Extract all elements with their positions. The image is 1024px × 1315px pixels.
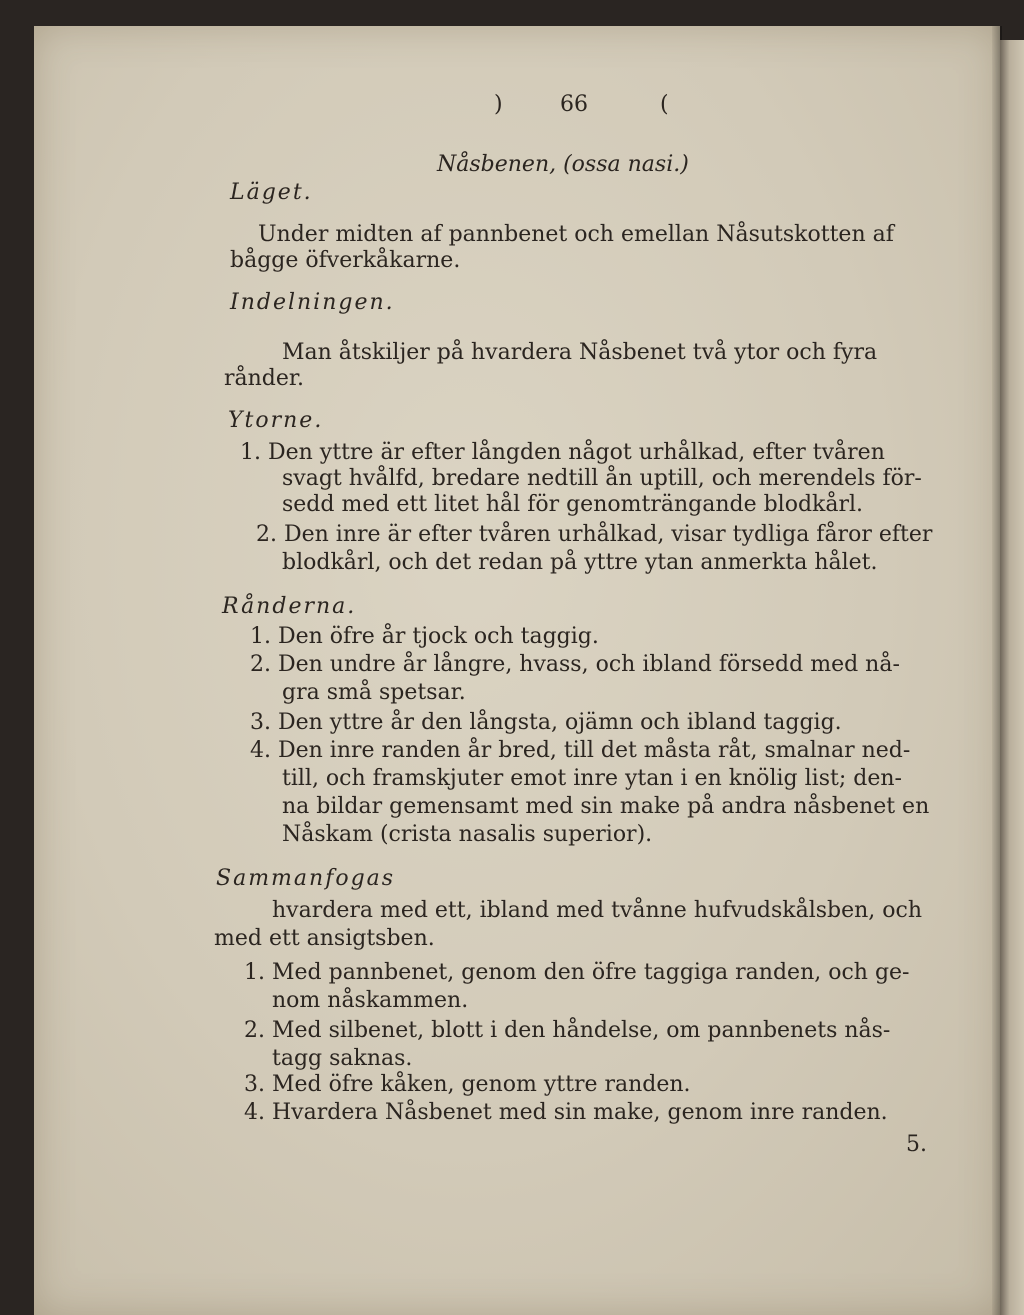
heading-sammanfogas: Sammanfogas (216, 866, 396, 891)
ytorne-line: 2. Den inre är efter tvåren urhålkad, visar tydliga fåror efter (256, 522, 933, 547)
catchword: 5. (906, 1132, 927, 1157)
randerna-line: 4. Den inre randen år bred, till det måsta råt, smalnar ned- (250, 738, 911, 763)
heading-laget: Läget. (230, 180, 313, 205)
heading-randerna: Rånderna. (222, 594, 357, 619)
randerna-line: na bildar gemensamt med sin make på andra nåsbenet en (282, 794, 930, 819)
ytorne-line: blodkårl, och det redan på yttre ytan anmerkta hålet. (282, 550, 878, 575)
sammanfogas-line: hvardera med ett, ibland med tvånne hufvudskålsben, och (272, 898, 923, 923)
heading-ytorne: Ytorne. (228, 408, 324, 433)
indelningen-line: Man åtskiljer på hvardera Nåsbenet två ytor och fyra (282, 340, 878, 365)
randerna-line: gra små spetsar. (282, 680, 466, 705)
sammanfogas-line: 1. Med pannbenet, genom den öfre taggiga randen, och ge- (244, 960, 910, 985)
ytorne-line: sedd med ett litet hål för genomträngande blodkårl. (282, 492, 864, 517)
laget-line: bågge öfverkåkarne. (230, 248, 461, 273)
randerna-line: 1. Den öfre år tjock och taggig. (250, 624, 599, 649)
randerna-line: 2. Den undre år långre, hvass, och ibland försedd med nå- (250, 652, 900, 677)
sammanfogas-line: nom nåskammen. (272, 988, 469, 1013)
sammanfogas-line: med ett ansigtsben. (214, 926, 435, 951)
header-left-bracket: ) (494, 92, 503, 117)
randerna-line: Nåskam (crista nasalis superior). (282, 822, 653, 847)
laget-line: Under midten af pannbenet och emellan Nåsutskotten af (258, 222, 894, 247)
sammanfogas-line: 3. Med öfre kåken, genom yttre randen. (244, 1072, 691, 1097)
sammanfogas-line: 4. Hvardera Nåsbenet med sin make, genom inre randen. (244, 1100, 888, 1125)
ytorne-line: 1. Den yttre är efter långden något urhålkad, efter tvåren (240, 440, 885, 465)
heading-indelningen: Indelningen. (230, 290, 395, 315)
chapter-title: Nåsbenen, (ossa nasi.) (437, 152, 689, 177)
sammanfogas-line: tagg saknas. (272, 1046, 413, 1071)
facing-page-edge (1000, 40, 1024, 1315)
ytorne-line: svagt hvålfd, bredare nedtill ån uptill, och merendels för- (282, 466, 922, 491)
indelningen-line: rånder. (224, 366, 304, 391)
page-number: 66 (560, 92, 588, 117)
randerna-line: till, och framskjuter emot inre ytan i en knölig list; den- (282, 766, 902, 791)
header-right-bracket: ( (660, 92, 669, 117)
randerna-line: 3. Den yttre år den långsta, ojämn och ibland taggig. (250, 710, 842, 735)
sammanfogas-line: 2. Med silbenet, blott i den håndelse, om pannbenets nås- (244, 1018, 891, 1043)
